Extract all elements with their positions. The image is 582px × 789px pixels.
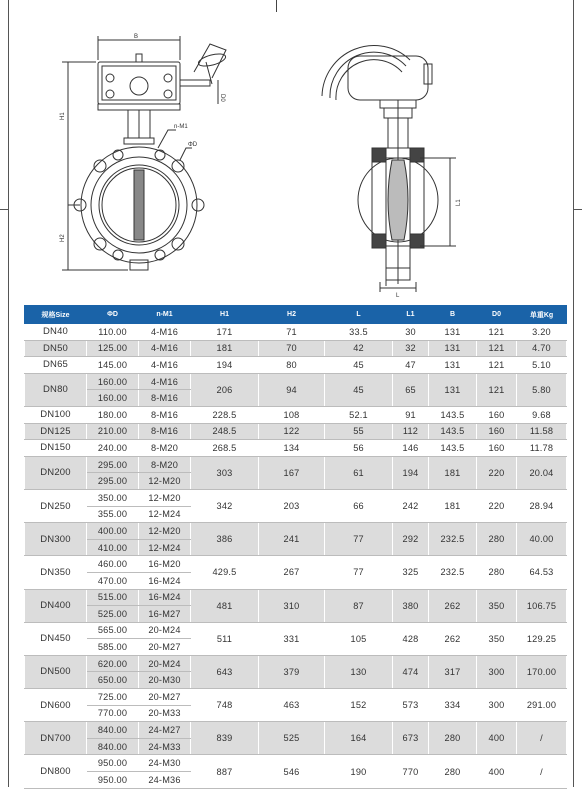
cell-phid: 400.00 [87,523,139,540]
cell-weight: 106.75 [517,589,567,622]
cell-h2: 108 [259,406,325,423]
cell-phid: 110.00 [87,324,139,341]
cell-l: 66 [325,489,393,522]
header-h2: H2 [259,306,325,324]
cell-h1: 481 [191,589,259,622]
front-view [62,36,227,270]
cell-n-m1: 8-M16 [139,406,191,423]
cell-weight: 28.94 [517,489,567,522]
cell-h2: 134 [259,440,325,457]
cell-h1: 206 [191,373,259,406]
frame-tick-right [573,209,582,210]
cell-phid: 840.00 [87,738,139,755]
cell-d0: 160 [477,440,517,457]
cell-l: 42 [325,340,393,357]
cell-n-m1: 12-M24 [139,506,191,523]
cell-n-m1: 12-M20 [139,523,191,540]
cell-h1: 748 [191,689,259,722]
table-header-row [25,306,567,324]
cell-l1: 673 [393,722,429,755]
cell-h2: 310 [259,589,325,622]
cell-h2: 70 [259,340,325,357]
cell-size: DN150 [25,440,87,457]
cell-h1: 194 [191,357,259,374]
cell-l: 152 [325,689,393,722]
cell-l: 55 [325,423,393,440]
cell-h2: 241 [259,523,325,556]
cell-phid: 515.00 [87,589,139,606]
cell-n-m1: 20-M33 [139,705,191,722]
cell-n-m1: 4-M16 [139,340,191,357]
label-n-m1: n-M1 [174,124,188,130]
table-row [25,489,567,506]
cell-b: 131 [429,340,477,357]
cell-d0: 121 [477,340,517,357]
cell-n-m1: 4-M16 [139,373,191,390]
cell-h2: 267 [259,556,325,589]
cell-h1: 268.5 [191,440,259,457]
cell-phid: 650.00 [87,672,139,689]
cell-n-m1: 8-M16 [139,423,191,440]
cell-l1: 47 [393,357,429,374]
cell-phid: 470.00 [87,572,139,589]
cell-d0: 280 [477,556,517,589]
cell-n-m1: 12-M24 [139,539,191,556]
cell-phid: 350.00 [87,489,139,506]
table-row [25,622,567,639]
cell-n-m1: 16-M20 [139,556,191,573]
label-l: L [396,293,400,299]
cell-phid: 950.00 [87,772,139,789]
cell-weight: / [517,722,567,755]
header-n-m1: n-M1 [139,306,191,324]
cell-l: 77 [325,523,393,556]
cell-h1: 887 [191,755,259,788]
cell-h1: 429.5 [191,556,259,589]
cell-l: 45 [325,357,393,374]
cell-b: 131 [429,324,477,341]
cell-weight: 3.20 [517,324,567,341]
table-row [25,423,567,440]
cell-b: 181 [429,456,477,489]
cell-h1: 386 [191,523,259,556]
cell-size: DN80 [25,373,87,406]
cell-b: 262 [429,589,477,622]
cell-n-m1: 4-M16 [139,324,191,341]
cell-d0: 350 [477,589,517,622]
cell-b: 262 [429,622,477,655]
cell-d0: 400 [477,755,517,788]
cell-l1: 194 [393,456,429,489]
table-row [25,406,567,423]
cell-size: DN65 [25,357,87,374]
cell-l: 33.5 [325,324,393,341]
cell-l: 45 [325,373,393,406]
cell-l1: 65 [393,373,429,406]
header-h1: H1 [191,306,259,324]
cell-size: DN700 [25,722,87,755]
cell-l: 61 [325,456,393,489]
cell-size: DN800 [25,755,87,788]
cell-size: DN200 [25,456,87,489]
cell-size: DN450 [25,622,87,655]
cell-n-m1: 20-M27 [139,639,191,656]
frame-right-line [573,0,574,787]
header-d0: D0 [477,306,517,324]
cell-l: 130 [325,655,393,688]
cell-phid: 840.00 [87,722,139,739]
cell-n-m1: 16-M27 [139,606,191,623]
valve-technical-drawing [40,20,540,299]
cell-b: 181 [429,489,477,522]
cell-weight: 9.68 [517,406,567,423]
cell-h2: 546 [259,755,325,788]
table-row [25,556,567,573]
cell-h1: 643 [191,655,259,688]
cell-b: 232.5 [429,523,477,556]
cell-l: 164 [325,722,393,755]
table-row [25,523,567,540]
label-h1: H1 [60,112,66,120]
cell-l1: 474 [393,655,429,688]
cell-phid: 125.00 [87,340,139,357]
label-l1: L1 [456,199,462,206]
cell-n-m1: 24-M33 [139,738,191,755]
cell-size: DN350 [25,556,87,589]
cell-h2: 80 [259,357,325,374]
cell-weight: 170.00 [517,655,567,688]
cell-n-m1: 20-M24 [139,655,191,672]
cell-b: 317 [429,655,477,688]
header-phid: ΦD [87,306,139,324]
cell-l1: 428 [393,622,429,655]
cell-weight: 291.00 [517,689,567,722]
frame-tick-left [0,209,8,210]
cell-phid: 770.00 [87,705,139,722]
cell-b: 131 [429,357,477,374]
cell-h2: 525 [259,722,325,755]
table-row [25,324,567,341]
cell-h2: 71 [259,324,325,341]
cell-phid: 355.00 [87,506,139,523]
cell-d0: 280 [477,523,517,556]
cell-phid: 295.00 [87,456,139,473]
cell-phid: 180.00 [87,406,139,423]
cell-b: 143.5 [429,440,477,457]
cell-weight: 5.10 [517,357,567,374]
cell-d0: 220 [477,489,517,522]
cell-weight: 129.25 [517,622,567,655]
cell-size: DN100 [25,406,87,423]
table-row [25,755,567,772]
cell-d0: 160 [477,406,517,423]
cell-h2: 122 [259,423,325,440]
cell-b: 280 [429,755,477,788]
cell-size: DN400 [25,589,87,622]
cell-n-m1: 12-M20 [139,489,191,506]
cell-n-m1: 8-M20 [139,456,191,473]
cell-phid: 620.00 [87,655,139,672]
cell-size: DN600 [25,689,87,722]
cell-size: DN125 [25,423,87,440]
cell-h1: 303 [191,456,259,489]
cell-l: 77 [325,556,393,589]
cell-l1: 242 [393,489,429,522]
cell-phid: 585.00 [87,639,139,656]
cell-phid: 410.00 [87,539,139,556]
cell-l1: 32 [393,340,429,357]
table-row [25,589,567,606]
cell-d0: 300 [477,689,517,722]
cell-n-m1: 16-M24 [139,572,191,589]
cell-h2: 463 [259,689,325,722]
cell-d0: 400 [477,722,517,755]
cell-d0: 350 [477,622,517,655]
cell-l: 190 [325,755,393,788]
cell-n-m1: 20-M27 [139,689,191,706]
cell-l1: 292 [393,523,429,556]
cell-phid: 525.00 [87,606,139,623]
cell-phid: 160.00 [87,390,139,407]
cell-phid: 160.00 [87,373,139,390]
cell-h1: 171 [191,324,259,341]
cell-size: DN50 [25,340,87,357]
specification-table [24,305,567,789]
cell-h2: 379 [259,655,325,688]
cell-h1: 511 [191,622,259,655]
cell-weight: 11.58 [517,423,567,440]
cell-weight: 20.04 [517,456,567,489]
cell-size: DN40 [25,324,87,341]
cell-l1: 573 [393,689,429,722]
cell-l1: 91 [393,406,429,423]
cell-l: 56 [325,440,393,457]
cell-d0: 160 [477,423,517,440]
cell-b: 232.5 [429,556,477,589]
cell-l1: 112 [393,423,429,440]
cell-n-m1: 20-M30 [139,672,191,689]
cell-d0: 121 [477,373,517,406]
cell-phid: 460.00 [87,556,139,573]
table-body [25,324,567,789]
cell-phid: 295.00 [87,473,139,490]
cell-weight: 64.53 [517,556,567,589]
label-d0: D0 [219,94,225,102]
label-phid: ΦD [188,142,198,148]
header-size: 规格Size [25,306,87,324]
cell-weight: 40.00 [517,523,567,556]
table-row [25,373,567,390]
cell-phid: 240.00 [87,440,139,457]
cell-b: 334 [429,689,477,722]
cell-size: DN250 [25,489,87,522]
cell-d0: 121 [477,357,517,374]
cell-b: 143.5 [429,406,477,423]
cell-n-m1: 24-M30 [139,755,191,772]
cell-n-m1: 12-M20 [139,473,191,490]
cell-n-m1: 8-M16 [139,390,191,407]
cell-weight: 4.70 [517,340,567,357]
cell-phid: 725.00 [87,689,139,706]
header-b: B [429,306,477,324]
cell-d0: 220 [477,456,517,489]
cell-d0: 300 [477,655,517,688]
cell-h2: 331 [259,622,325,655]
cell-size: DN300 [25,523,87,556]
cell-weight: / [517,755,567,788]
table-row [25,655,567,672]
cell-h1: 839 [191,722,259,755]
cell-weight: 11.78 [517,440,567,457]
cell-size: DN500 [25,655,87,688]
cell-phid: 145.00 [87,357,139,374]
cell-h2: 94 [259,373,325,406]
cell-l: 87 [325,589,393,622]
cell-l1: 770 [393,755,429,788]
cell-n-m1: 16-M24 [139,589,191,606]
table-row [25,357,567,374]
cell-l: 52.1 [325,406,393,423]
cell-l1: 146 [393,440,429,457]
cell-phid: 950.00 [87,755,139,772]
cell-b: 280 [429,722,477,755]
frame-top-line [276,0,277,12]
frame-left-line [8,0,9,787]
cell-n-m1: 8-M20 [139,440,191,457]
cell-h1: 342 [191,489,259,522]
header-weight: 单重Kg [517,306,567,324]
cell-d0: 121 [477,324,517,341]
cell-h2: 167 [259,456,325,489]
cell-h1: 181 [191,340,259,357]
table-row [25,440,567,457]
cell-b: 131 [429,373,477,406]
cell-phid: 210.00 [87,423,139,440]
table-row [25,689,567,706]
cell-b: 143.5 [429,423,477,440]
cell-l1: 380 [393,589,429,622]
table-row [25,722,567,739]
side-view [322,46,456,292]
cell-h2: 203 [259,489,325,522]
cell-l1: 325 [393,556,429,589]
header-l1: L1 [393,306,429,324]
header-l: L [325,306,393,324]
cell-phid: 565.00 [87,622,139,639]
cell-n-m1: 20-M24 [139,622,191,639]
cell-n-m1: 24-M27 [139,722,191,739]
cell-h1: 228.5 [191,406,259,423]
cell-h1: 248.5 [191,423,259,440]
label-h2: H2 [60,234,66,242]
cell-l: 105 [325,622,393,655]
cell-n-m1: 24-M36 [139,772,191,789]
table-row [25,340,567,357]
label-b: B [134,34,139,40]
cell-n-m1: 4-M16 [139,357,191,374]
table-row [25,456,567,473]
cell-weight: 5.80 [517,373,567,406]
cell-l1: 30 [393,324,429,341]
